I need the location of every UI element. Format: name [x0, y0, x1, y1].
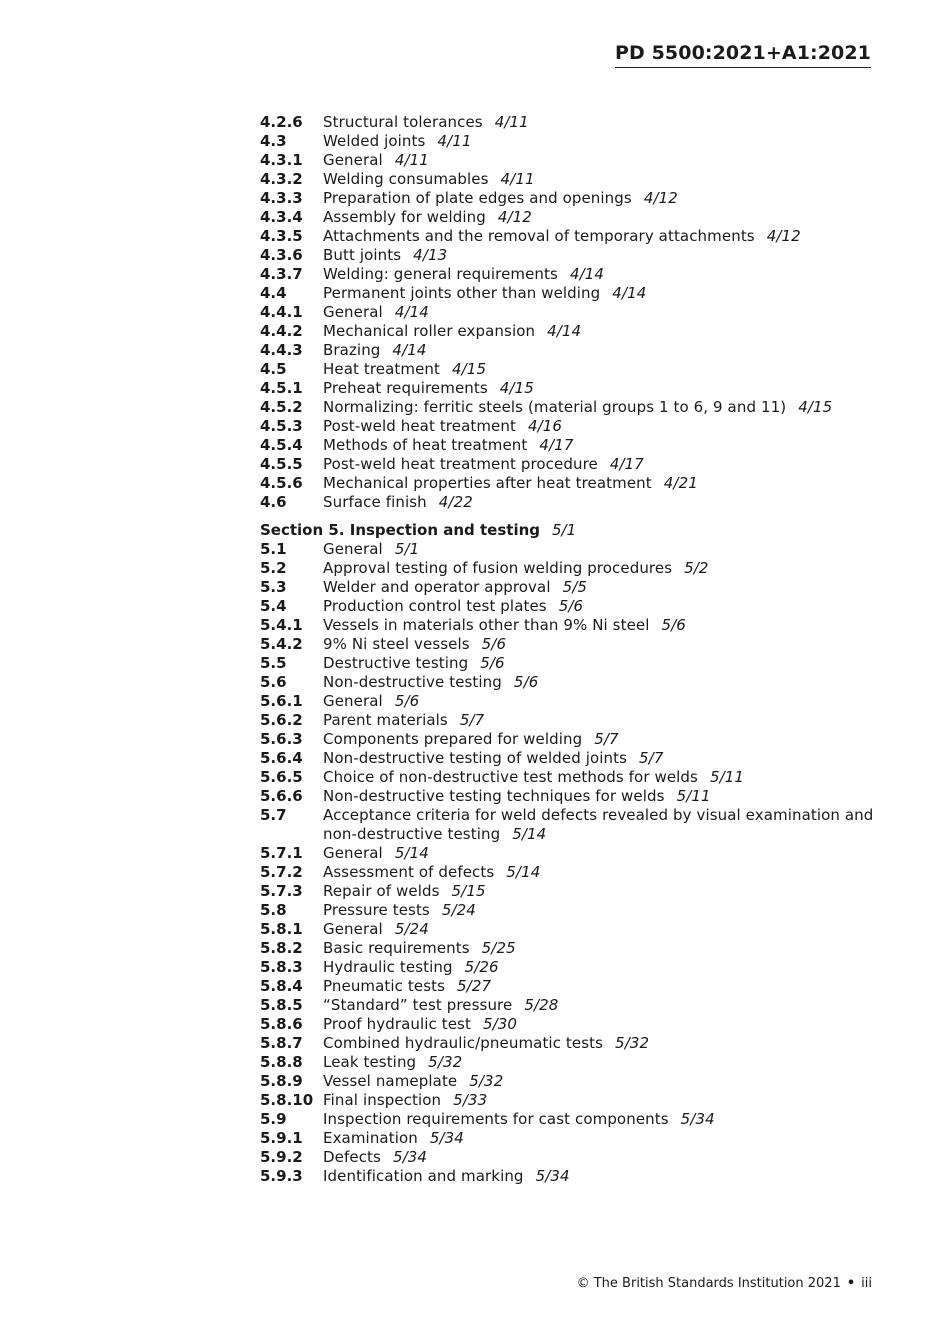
- toc-entry-title-text: General: [323, 540, 383, 558]
- toc-entry-page: 5/34: [680, 1110, 715, 1128]
- toc-entry-page: 5/6: [394, 692, 420, 710]
- toc-entry-number: 5.6: [260, 673, 287, 691]
- toc-entry[interactable]: [260, 132, 880, 151]
- toc-entry-page: 4/11: [437, 132, 472, 150]
- toc-entry-page: 5/14: [512, 825, 547, 843]
- toc-entry-page: 5/6: [480, 654, 505, 672]
- toc-entry[interactable]: [260, 654, 880, 673]
- section-5-title: Section 5. Inspection and testing: [260, 521, 541, 539]
- toc-entry-title: [323, 654, 880, 673]
- toc-entry-title-text: Welder and operator approval: [323, 578, 551, 596]
- toc-entry-title: [323, 787, 880, 806]
- toc-entry-title: [323, 882, 880, 901]
- toc-entry-number: 5.9.1: [260, 1129, 303, 1147]
- toc-entry-number: 4.4: [260, 284, 287, 302]
- toc-entry-title: [323, 246, 880, 265]
- toc-entry[interactable]: [260, 578, 880, 597]
- toc-entry-number: 5.9: [260, 1110, 287, 1128]
- toc-entry[interactable]: [260, 559, 880, 578]
- toc-entry[interactable]: [260, 749, 880, 768]
- toc-entry-title: [323, 806, 880, 844]
- document-header: PD 5500:2021+A1:2021: [615, 42, 871, 68]
- toc-entry-number: 4.5: [260, 360, 287, 378]
- toc-entry-title: [323, 417, 880, 436]
- toc-entry[interactable]: [260, 1148, 880, 1167]
- toc-entry-title-text: Normalizing: ferritic steels (material groups 1 to 6, 9 and 11): [323, 398, 787, 416]
- toc-entry-number: 5.2: [260, 559, 287, 577]
- toc-entry-title: [323, 284, 880, 303]
- toc-entry-page: 5/34: [392, 1148, 428, 1166]
- toc-entry-title-text: Permanent joints other than welding: [323, 284, 601, 302]
- toc-entry-page: 4/13: [413, 246, 448, 264]
- toc-entry-number: 5.7.2: [260, 863, 303, 881]
- toc-entry-page: 4/11: [500, 170, 535, 188]
- toc-entry-title-text: Approval testing of fusion welding procedures: [323, 559, 673, 577]
- toc-entry-page: 5/2: [684, 559, 709, 577]
- toc-entry-page: 4/11: [494, 113, 529, 131]
- copyright-text: © The British Standards Institution 2021: [576, 1276, 841, 1291]
- toc-entry-title: [323, 1015, 880, 1034]
- toc-entry[interactable]: [260, 996, 880, 1015]
- toc-entry-page: 5/11: [709, 768, 745, 786]
- toc-entry[interactable]: [260, 265, 880, 284]
- toc-entry-title: [323, 265, 880, 284]
- toc-entry-number: 4.3.4: [260, 208, 303, 226]
- toc-entry-number: 4.3.2: [260, 170, 303, 188]
- toc-entry-title-text: Destructive testing: [323, 654, 469, 672]
- toc-entry-title: [323, 455, 880, 474]
- toc-entry-number: 4.4.2: [260, 322, 303, 340]
- toc-entry-page: 5/7: [639, 749, 664, 767]
- toc-entry-page: 4/12: [643, 189, 678, 207]
- toc-entry-title-text: 9% Ni steel vessels: [323, 635, 470, 653]
- toc-entry-number: 5.6.2: [260, 711, 303, 729]
- toc-entry-page: 4/14: [547, 322, 582, 340]
- toc-entry[interactable]: [260, 787, 880, 806]
- toc-entry-number: 5.5: [260, 654, 287, 672]
- toc-entry-page: 4/12: [766, 227, 801, 245]
- toc-entry[interactable]: [260, 1034, 880, 1053]
- toc-entry-title-text: Repair of welds: [323, 882, 440, 900]
- toc-entry-page: 5/7: [459, 711, 485, 729]
- toc-entry-title-text: Basic requirements: [323, 939, 470, 957]
- toc-entry-page: 5/24: [394, 920, 429, 938]
- toc-entry[interactable]: [260, 227, 880, 246]
- toc-entry-title-text: Inspection requirements for cast components: [323, 1110, 669, 1128]
- toc-entry-title-text: General: [323, 844, 383, 862]
- toc-entry-title-text: Preheat requirements: [323, 379, 488, 397]
- toc-entry[interactable]: [260, 1091, 880, 1110]
- toc-entry-title-text: Brazing: [323, 341, 381, 359]
- toc-entry-number: 4.5.1: [260, 379, 303, 397]
- toc-entry-title-text: General: [323, 151, 383, 169]
- toc-entry-number: 4.2.6: [260, 113, 303, 131]
- page-number: iii: [861, 1276, 872, 1291]
- toc-entry[interactable]: [260, 844, 880, 863]
- toc-entry-number: 5.9.3: [260, 1167, 303, 1185]
- toc-entry-title: [323, 635, 880, 654]
- toc-entry-title-text: Production control test plates: [323, 597, 547, 615]
- toc-entry-page: 4/15: [452, 360, 487, 378]
- toc-entry-page: 5/6: [558, 597, 584, 615]
- toc-entry-number: 5.4.1: [260, 616, 303, 634]
- toc-entry[interactable]: [260, 1072, 880, 1091]
- toc-entry-number: 5.8.1: [260, 920, 303, 938]
- toc-entry-title-text: Butt joints: [323, 246, 402, 264]
- toc-entry-title: [323, 1053, 880, 1072]
- toc-entry[interactable]: [260, 284, 880, 303]
- toc-entry-title-text: Non-destructive testing: [323, 673, 502, 691]
- toc-entry[interactable]: [260, 597, 880, 616]
- toc-entry-title: [323, 996, 880, 1015]
- toc-entry-title-text: Welded joints: [323, 132, 426, 150]
- toc-entry-page: 5/1: [394, 540, 420, 558]
- toc-entry-page: 5/5: [562, 578, 588, 596]
- toc-entry[interactable]: [260, 417, 880, 436]
- toc-entry-page: 4/14: [569, 265, 605, 283]
- toc-entry-title: [323, 1129, 880, 1148]
- toc-entry[interactable]: [260, 768, 880, 787]
- toc-entry-number: 5.8: [260, 901, 287, 919]
- toc-entry-title: [323, 1034, 880, 1053]
- toc-entry-title: [323, 1110, 880, 1129]
- toc-section-5-entries: [260, 540, 880, 1186]
- toc-entry[interactable]: [260, 1053, 880, 1072]
- toc-entry[interactable]: [260, 360, 880, 379]
- toc-entry[interactable]: [260, 322, 880, 341]
- toc-entry-number: 4.5.5: [260, 455, 303, 473]
- footer-bullet: •: [846, 1276, 856, 1291]
- toc-entry-title: [323, 616, 880, 635]
- toc-entry-number: 5.8.10: [260, 1091, 314, 1109]
- toc-entry-number: 4.3.3: [260, 189, 303, 207]
- toc-entry-page: 5/34: [535, 1167, 570, 1185]
- toc-entry-title-text: Defects: [323, 1148, 381, 1166]
- toc-entry-title-text: “Standard” test pressure: [323, 996, 513, 1014]
- toc-entry-title-text: Vessels in materials other than 9% Ni steel: [323, 616, 650, 634]
- toc-entry-title: [323, 208, 880, 227]
- toc-entry-page: 5/24: [441, 901, 476, 919]
- toc-entry-title-text: Components prepared for welding: [323, 730, 583, 748]
- toc-entry-title-text: Assessment of defects: [323, 863, 495, 881]
- toc-entry-title-text: Methods of heat treatment: [323, 436, 528, 454]
- toc-entry-number: 5.6.4: [260, 749, 303, 767]
- toc-entry-page: 5/30: [482, 1015, 518, 1033]
- toc-entry-title: [323, 322, 880, 341]
- toc-entry[interactable]: [260, 436, 880, 455]
- toc-entry-title: [323, 360, 880, 379]
- toc-entry-number: 5.8.7: [260, 1034, 303, 1052]
- toc-entry-title-text: General: [323, 692, 383, 710]
- toc-entry[interactable]: [260, 113, 880, 132]
- toc-entry[interactable]: [260, 1167, 880, 1186]
- toc-entry[interactable]: [260, 493, 880, 512]
- toc-entry-page: 5/28: [524, 996, 559, 1014]
- section-5-heading[interactable]: [260, 521, 880, 540]
- toc-entry-title: [323, 493, 880, 512]
- toc-entry-page: 4/15: [499, 379, 534, 397]
- toc-entry-title-text: Identification and marking: [323, 1167, 524, 1185]
- toc-entry-number: 5.8.3: [260, 958, 303, 976]
- toc-entry-title: [323, 170, 880, 189]
- toc-entry[interactable]: [260, 692, 880, 711]
- table-of-contents: [260, 113, 880, 1186]
- toc-entry-title: [323, 1167, 880, 1186]
- toc-entry-title-text: Non-destructive testing of welded joints: [323, 749, 628, 767]
- toc-entry-title: [323, 189, 880, 208]
- toc-entry-number: 4.3.7: [260, 265, 303, 283]
- toc-entry-number: 5.8.6: [260, 1015, 303, 1033]
- toc-entry-number: 5.8.9: [260, 1072, 303, 1090]
- toc-entry-number: 5.6.5: [260, 768, 303, 786]
- toc-entry-page: 5/6: [661, 616, 686, 634]
- toc-entry-page: 4/21: [663, 474, 698, 492]
- toc-entry-title-text: Vessel nameplate: [323, 1072, 458, 1090]
- toc-entry-title-text: General: [323, 920, 383, 938]
- toc-entry[interactable]: [260, 1015, 880, 1034]
- toc-entry-number: 4.3.5: [260, 227, 303, 245]
- toc-entry-title: [323, 474, 880, 493]
- toc-entry-title: [323, 379, 880, 398]
- toc-entry-title-text: Pneumatic tests: [323, 977, 446, 995]
- toc-entry-page: 5/33: [453, 1091, 488, 1109]
- toc-entry-title: [323, 920, 880, 939]
- toc-entry-page: 5/26: [464, 958, 499, 976]
- toc-entry-title: [323, 540, 880, 559]
- toc-entry-title: [323, 692, 880, 711]
- toc-entry-page: 4/15: [798, 398, 833, 416]
- toc-entry-title: [323, 749, 880, 768]
- toc-entry-page: 5/32: [615, 1034, 650, 1052]
- toc-entry[interactable]: [260, 379, 880, 398]
- toc-entry-number: 4.3: [260, 132, 287, 150]
- toc-entry-number: 4.3.1: [260, 151, 303, 169]
- toc-entry-page: 4/16: [527, 417, 563, 435]
- page-footer: [577, 1276, 872, 1291]
- toc-entry-title: [323, 113, 880, 132]
- toc-entry-title-text: Non-destructive testing techniques for welds: [323, 787, 665, 805]
- toc-entry-number: 4.5.2: [260, 398, 303, 416]
- toc-entry-title: [323, 578, 880, 597]
- toc-entry-page: 5/15: [451, 882, 486, 900]
- toc-entry-page: 5/6: [481, 635, 507, 653]
- toc-entry-title-text: Assembly for welding: [323, 208, 486, 226]
- toc-entry[interactable]: [260, 616, 880, 635]
- toc-entry-title: [323, 977, 880, 996]
- toc-entry-title-text: Attachments and the removal of temporary attachments: [323, 227, 755, 245]
- toc-entry-page: 4/14: [392, 341, 427, 359]
- toc-entry[interactable]: [260, 1129, 880, 1148]
- toc-entry-title-text: Welding: general requirements: [323, 265, 558, 283]
- toc-entry-page: 5/32: [469, 1072, 504, 1090]
- toc-entry-title-text: Parent materials: [323, 711, 448, 729]
- toc-entry-title: [323, 958, 880, 977]
- toc-entry-title-text: Acceptance criteria for weld defects revealed by visual examination and non-destructive testing: [323, 806, 874, 843]
- toc-entry[interactable]: [260, 635, 880, 654]
- toc-entry-number: 5.8.8: [260, 1053, 303, 1071]
- toc-entry-title: [323, 673, 880, 692]
- toc-entry-title: [323, 939, 880, 958]
- toc-entry-title-text: Pressure tests: [323, 901, 430, 919]
- toc-entry-number: 5.7.1: [260, 844, 303, 862]
- toc-entry-title: [323, 768, 880, 787]
- toc-entry-title-text: Hydraulic testing: [323, 958, 453, 976]
- toc-entry-page: 5/7: [594, 730, 619, 748]
- toc-entry-page: 5/32: [428, 1053, 463, 1071]
- toc-entry-title-text: Choice of non-destructive test methods for welds: [323, 768, 698, 786]
- toc-entry-number: 4.5.6: [260, 474, 303, 492]
- toc-entry[interactable]: [260, 189, 880, 208]
- toc-entry[interactable]: [260, 958, 880, 977]
- toc-entry-title: [323, 597, 880, 616]
- toc-entry-title-text: Heat treatment: [323, 360, 440, 378]
- section-5-page: 5/1: [552, 521, 577, 539]
- toc-entry[interactable]: [260, 711, 880, 730]
- toc-entry-title: [323, 1091, 880, 1110]
- toc-entry-title: [323, 559, 880, 578]
- toc-entry-page: 4/22: [438, 493, 473, 511]
- toc-entry-page: 4/17: [609, 455, 644, 473]
- toc-entry[interactable]: [260, 977, 880, 996]
- toc-entry[interactable]: [260, 673, 880, 692]
- toc-entry-number: 5.6.1: [260, 692, 303, 710]
- toc-entry-page: 4/14: [612, 284, 647, 302]
- toc-entry-page: 5/6: [513, 673, 539, 691]
- toc-entry-page: 5/14: [394, 844, 429, 862]
- toc-entry-number: 5.4: [260, 597, 287, 615]
- toc-entry-title-text: Post-weld heat treatment procedure: [323, 455, 598, 473]
- toc-entry[interactable]: [260, 151, 880, 170]
- toc-entry[interactable]: [260, 882, 880, 901]
- toc-entry-title-text: Welding consumables: [323, 170, 489, 188]
- toc-entry-title: [323, 1148, 880, 1167]
- toc-entry-title: [323, 341, 880, 360]
- toc-entry-title-text: Preparation of plate edges and openings: [323, 189, 632, 207]
- toc-entry[interactable]: [260, 246, 880, 265]
- toc-entry-number: 5.9.2: [260, 1148, 303, 1166]
- toc-entry[interactable]: [260, 730, 880, 749]
- toc-entry-number: 5.8.2: [260, 939, 303, 957]
- toc-entry-title: [323, 844, 880, 863]
- toc-entry-page: 4/11: [394, 151, 429, 169]
- toc-entry-title-text: Mechanical roller expansion: [323, 322, 536, 340]
- toc-entry[interactable]: [260, 540, 880, 559]
- toc-entry[interactable]: [260, 341, 880, 360]
- toc-entry-title-text: Leak testing: [323, 1053, 417, 1071]
- toc-entry[interactable]: [260, 920, 880, 939]
- toc-entry[interactable]: [260, 806, 880, 844]
- toc-entry-number: 4.5.3: [260, 417, 303, 435]
- toc-entry[interactable]: [260, 863, 880, 882]
- toc-entry-title: [323, 398, 880, 417]
- toc-entry-page: 4/14: [394, 303, 429, 321]
- toc-entry-number: 5.4.2: [260, 635, 303, 653]
- toc-entry-title-text: Combined hydraulic/pneumatic tests: [323, 1034, 604, 1052]
- toc-entry-page: 5/14: [506, 863, 541, 881]
- toc-entry-title: [323, 151, 880, 170]
- toc-entry-title: [323, 730, 880, 749]
- toc-entry-title-text: Examination: [323, 1129, 418, 1147]
- toc-entry-title: [323, 436, 880, 455]
- toc-entry-title: [323, 863, 880, 882]
- toc-entry-title: [323, 303, 880, 322]
- toc-entry-page: 4/17: [539, 436, 574, 454]
- toc-entry-number: 4.3.6: [260, 246, 303, 264]
- toc-entry-title: [323, 711, 880, 730]
- toc-entry[interactable]: [260, 208, 880, 227]
- toc-entry-number: 4.6: [260, 493, 287, 511]
- toc-entry-title: [323, 132, 880, 151]
- toc-entry-number: 4.4.3: [260, 341, 303, 359]
- toc-entry-title-text: General: [323, 303, 383, 321]
- toc-entry[interactable]: [260, 474, 880, 493]
- toc-entry[interactable]: [260, 398, 880, 417]
- toc-entry-number: 4.4.1: [260, 303, 303, 321]
- toc-entry-page: 5/34: [429, 1129, 464, 1147]
- toc-entry-title-text: Mechanical properties after heat treatment: [323, 474, 652, 492]
- toc-entry-number: 5.7: [260, 806, 287, 824]
- toc-entry-number: 5.3: [260, 578, 287, 596]
- toc-entry[interactable]: [260, 901, 880, 920]
- toc-entry-number: 5.6.3: [260, 730, 303, 748]
- toc-entry-title: [323, 227, 880, 246]
- toc-entry-page: 4/12: [497, 208, 532, 226]
- toc-entry-title-text: Surface finish: [323, 493, 427, 511]
- toc-entry-number: 5.1: [260, 540, 287, 558]
- toc-entry-title-text: Structural tolerances: [323, 113, 483, 131]
- toc-entry-page: 5/27: [457, 977, 492, 995]
- toc-entry-page: 5/25: [481, 939, 516, 957]
- toc-entry-number: 5.6.6: [260, 787, 303, 805]
- toc-entry-page: 5/11: [676, 787, 711, 805]
- toc-entry-number: 5.7.3: [260, 882, 303, 900]
- toc-entry[interactable]: [260, 939, 880, 958]
- toc-entry-number: 5.8.4: [260, 977, 303, 995]
- toc-entry-title-text: Post-weld heat treatment: [323, 417, 516, 435]
- toc-entry[interactable]: [260, 303, 880, 322]
- toc-entry[interactable]: [260, 455, 880, 474]
- toc-entry[interactable]: [260, 170, 880, 189]
- toc-section-4-entries: [260, 113, 880, 512]
- toc-entry-number: 5.8.5: [260, 996, 303, 1014]
- toc-entry-number: 4.5.4: [260, 436, 303, 454]
- toc-entry-title: [323, 1072, 880, 1091]
- toc-entry-title-text: Proof hydraulic test: [323, 1015, 471, 1033]
- toc-entry[interactable]: [260, 1110, 880, 1129]
- toc-entry-title-text: Final inspection: [323, 1091, 442, 1109]
- toc-entry-title: [323, 901, 880, 920]
